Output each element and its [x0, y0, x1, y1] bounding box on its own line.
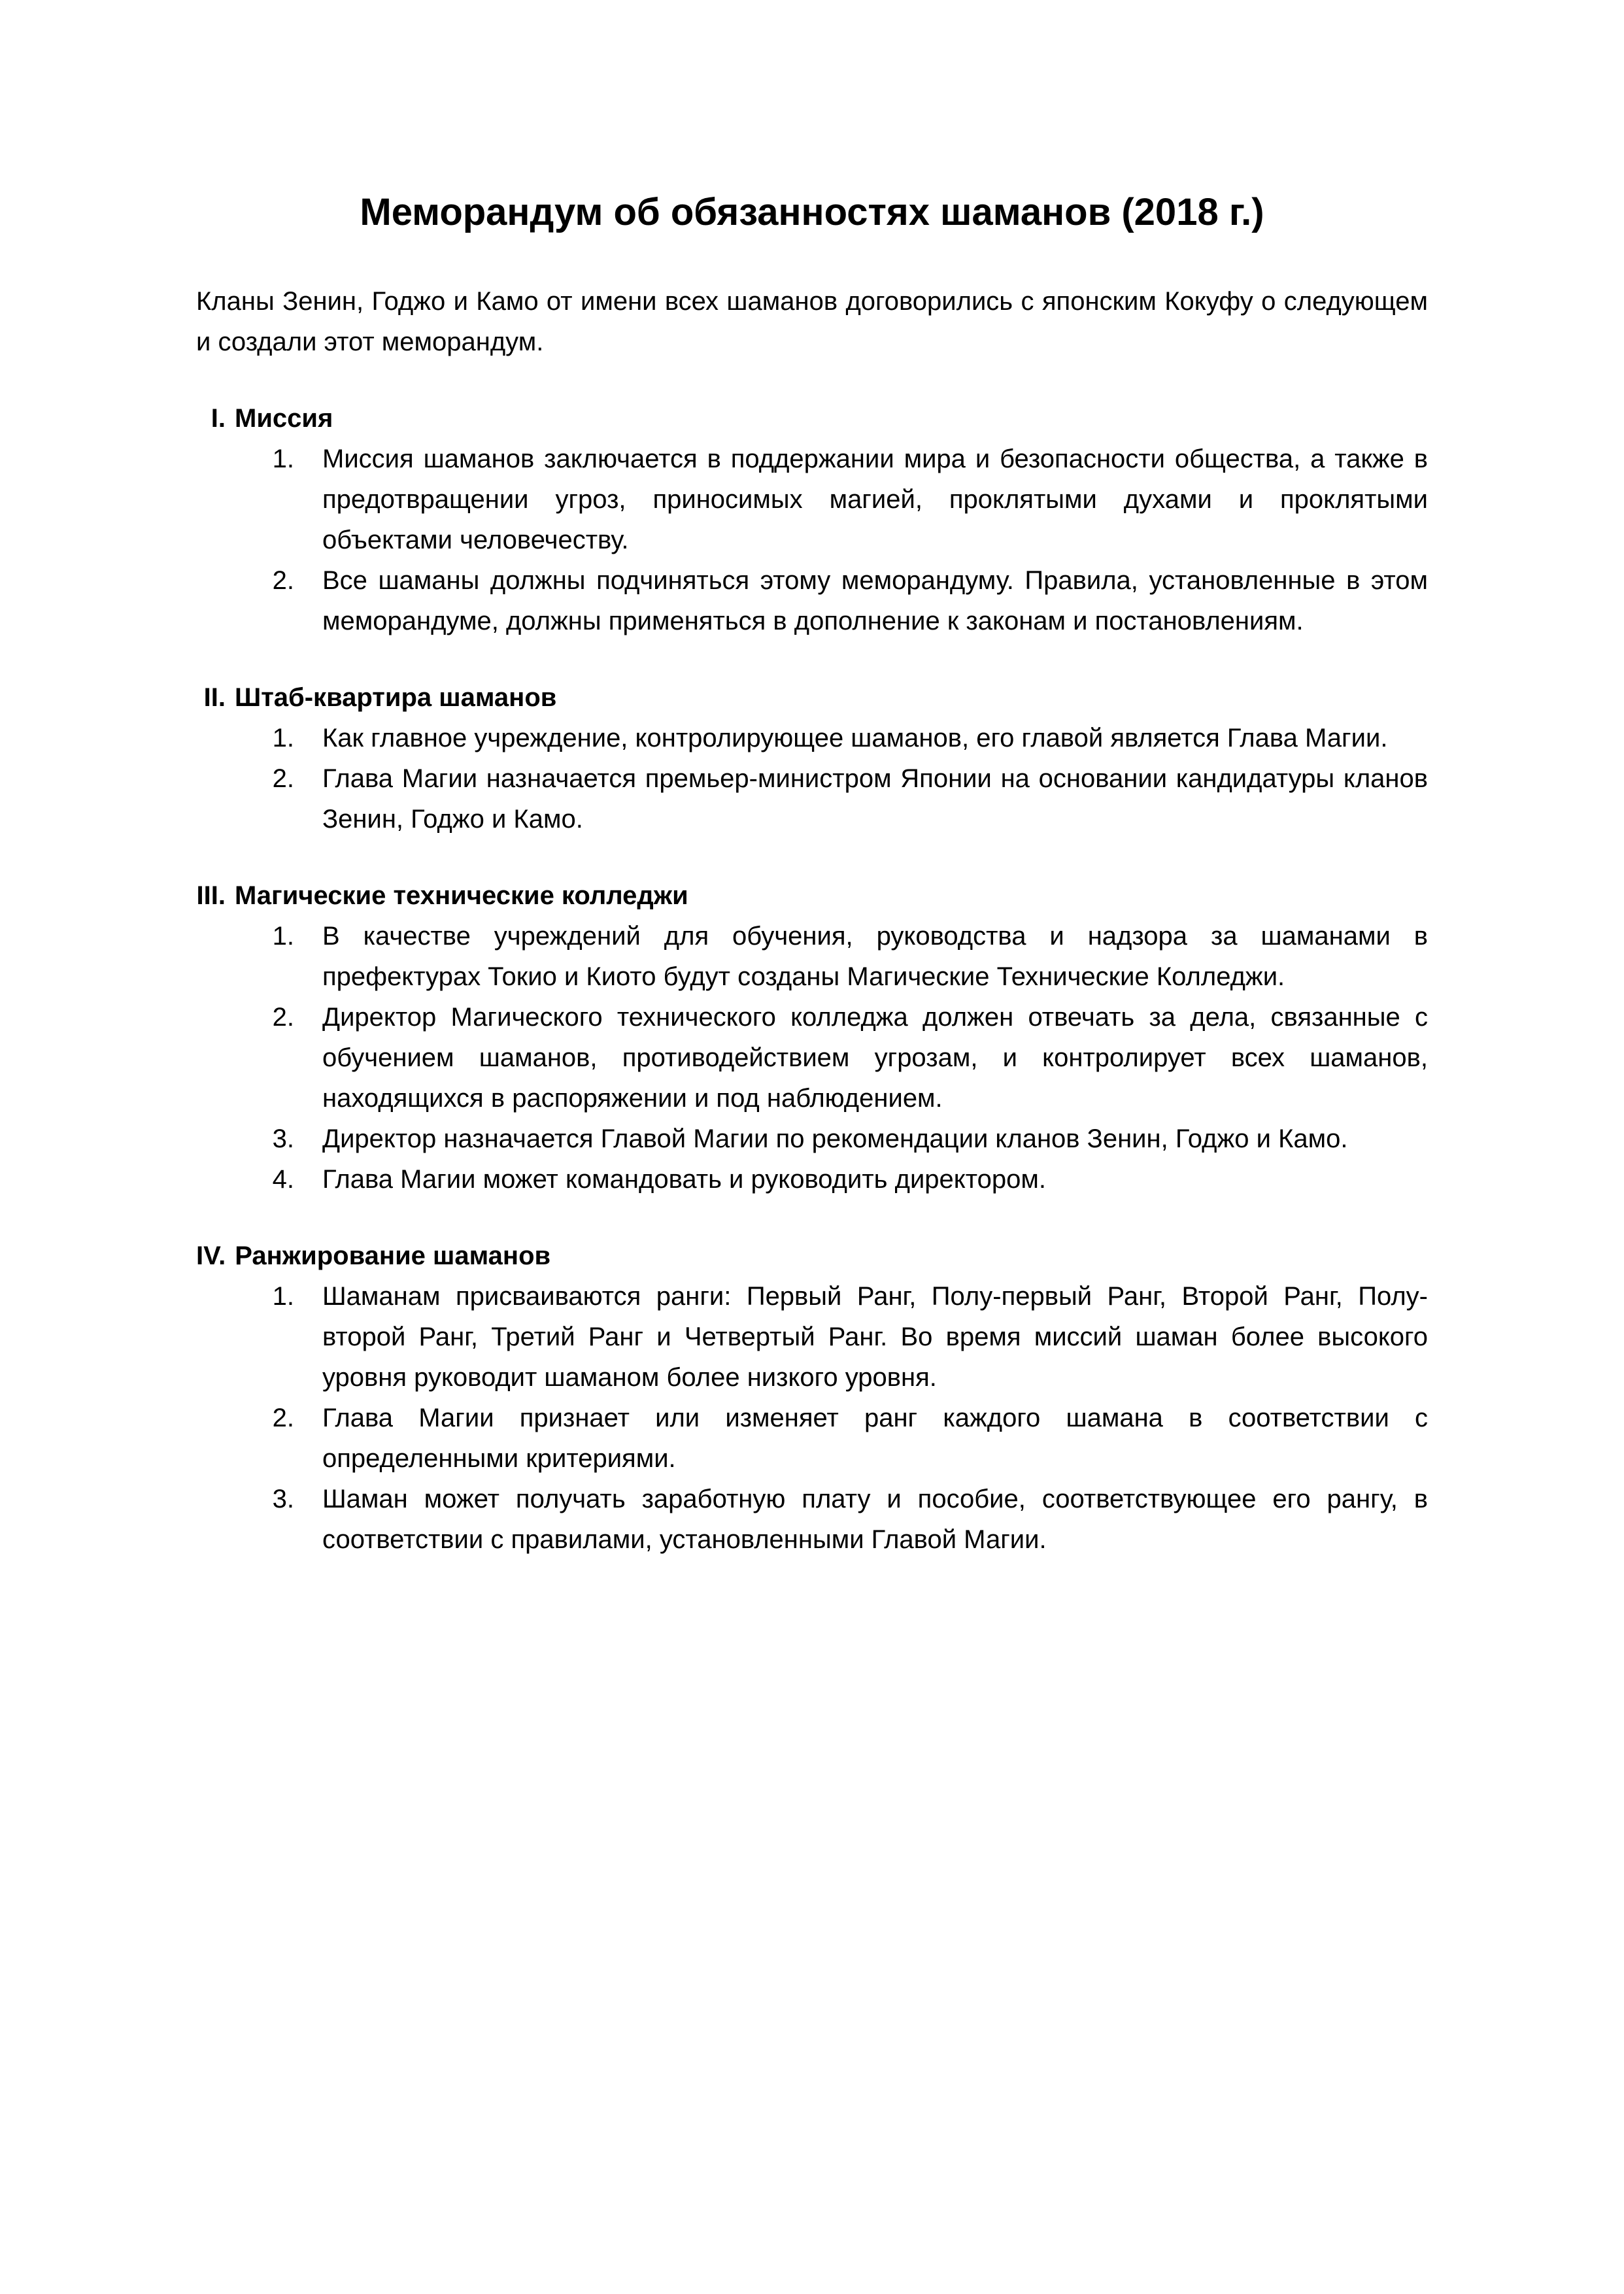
- section-heading: [196, 1236, 1428, 1276]
- list-item: [196, 560, 1428, 641]
- section-ranking: [196, 1236, 1428, 1560]
- item-number: 3.: [272, 1485, 294, 1513]
- item-number: 1.: [272, 445, 294, 473]
- item-number: 2.: [272, 1404, 294, 1432]
- item-text: Шаман может получать заработную плату и пособие, соответствующее его рангу, в соответствии с правилами, установленными Главой Магии.: [322, 1485, 1428, 1554]
- section-heading-label: Миссия: [235, 404, 333, 433]
- section-headquarters: [196, 677, 1428, 839]
- document-title: Меморандум об обязанностях шаманов (2018 г.): [360, 191, 1264, 233]
- list-item: [196, 1159, 1428, 1200]
- item-text: Глава Магии назначается премьер-министром Японии на основании кандидатуры кланов Зенин, Годжо и Камо.: [322, 764, 1428, 834]
- item-text: Глава Магии может командовать и руководить директором.: [322, 1165, 1046, 1194]
- item-text: В качестве учреждений для обучения, руководства и надзора за шаманами в префектурах Токио и Киото будут созданы Магические Технические Колледжи.: [322, 922, 1428, 991]
- item-number: 2.: [272, 566, 294, 595]
- item-number: 1.: [272, 724, 294, 752]
- section-numeral: IV.: [196, 1241, 226, 1270]
- section-heading: [196, 398, 1428, 439]
- list-item: [196, 997, 1428, 1119]
- list-item: [196, 439, 1428, 560]
- item-number: 1.: [272, 1282, 294, 1311]
- section-mission: [196, 398, 1428, 641]
- section-numeral: I.: [211, 404, 226, 433]
- item-number: 2.: [272, 764, 294, 793]
- item-text: Все шаманы должны подчиняться этому меморандуму. Правила, установленные в этом меморандуме, должны применяться в дополнение к законам и постановлениям.: [322, 566, 1428, 635]
- item-text: Директор Магического технического колледжа должен отвечать за дела, связанные с обучением шаманов, противодействием угрозам, и контролирует всех шаманов, находящихся в распоряжении и под наблюдением.: [322, 1003, 1428, 1113]
- item-text: Миссия шаманов заключается в поддержании мира и безопасности общества, а также в предотвращении угроз, приносимых магией, проклятыми духами и проклятыми объектами человечеству.: [322, 445, 1428, 554]
- list-item: [196, 1479, 1428, 1560]
- list-item: [196, 718, 1428, 758]
- section-numeral: III.: [196, 881, 226, 910]
- item-text: Директор назначается Главой Магии по рекомендации кланов Зенин, Годжо и Камо.: [322, 1124, 1348, 1153]
- section-colleges: [196, 875, 1428, 1200]
- section-heading-label: Магические технические колледжи: [235, 881, 688, 910]
- intro-paragraph: Кланы Зенин, Годжо и Камо от имени всех шаманов договорились с японским Кокуфу о следующем и создали этот меморандум.: [196, 287, 1428, 356]
- list-item: [196, 916, 1428, 997]
- section-heading: [196, 875, 1428, 916]
- section-numeral: II.: [203, 683, 226, 712]
- item-text: Глава Магии признает или изменяет ранг каждого шамана в соответствии с определенными критериями.: [322, 1404, 1428, 1473]
- item-number: 3.: [272, 1124, 294, 1153]
- item-text: Как главное учреждение, контролирующее шаманов, его главой является Глава Магии.: [322, 724, 1388, 752]
- item-text: Шаманам присваиваются ранги: Первый Ранг, Полу-первый Ранг, Второй Ранг, Полу-второй Ранг, Третий Ранг и Четвертый Ранг. Во время миссий шаман более высокого уровня руководит шаманом более низкого уровня.: [322, 1282, 1428, 1392]
- section-heading-label: Штаб-квартира шаманов: [235, 683, 557, 712]
- item-number: 1.: [272, 922, 294, 951]
- list-item: [196, 758, 1428, 839]
- item-number: 4.: [272, 1165, 294, 1194]
- list-item: [196, 1398, 1428, 1479]
- list-item: [196, 1119, 1428, 1159]
- item-number: 2.: [272, 1003, 294, 1032]
- section-heading: [196, 677, 1428, 718]
- list-item: [196, 1276, 1428, 1398]
- section-heading-label: Ранжирование шаманов: [235, 1241, 551, 1270]
